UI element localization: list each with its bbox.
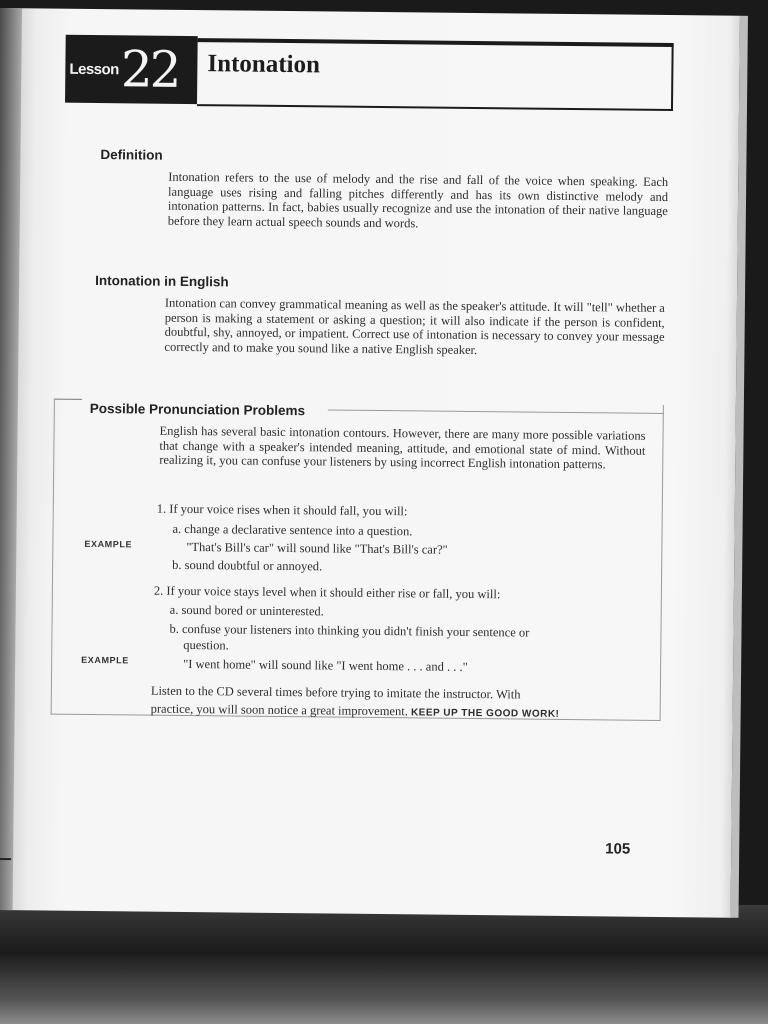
page-number: 105 — [605, 840, 631, 858]
lesson-number: 22 — [120, 40, 179, 99]
example-1-text: "That's Bill's car" will sound like "That's Bill's car?" — [186, 539, 448, 557]
example-label-2: EXAMPLE — [81, 654, 129, 666]
lesson-label: Lesson — [69, 60, 119, 78]
example-label-1: EXAMPLE — [84, 538, 133, 550]
left-margin-rule — [0, 858, 11, 860]
example-2-text: "I went home" will sound like "I went home . . . and . . ." — [183, 656, 468, 674]
lesson-badge — [65, 35, 198, 104]
book-bottom-shadow — [0, 905, 768, 1024]
lesson-title: Intonation — [207, 50, 321, 79]
title-box — [197, 40, 674, 111]
problem-item-2: 2. If your voice stays level when it should either rise or fall, you will: — [153, 583, 501, 602]
page-content — [0, 8, 740, 918]
intonation-english-heading: Intonation in English — [95, 273, 229, 290]
problem-item-2a: a. sound bored or uninterested. — [169, 602, 324, 619]
definition-heading: Definition — [100, 147, 163, 163]
problem-item-1: 1. If your voice rises when it should fall, you will: — [156, 501, 408, 519]
problems-intro: English has several basic intonation contours. However, there are many more possible variations that change with a speaker's intended meaning, attitude, and emotional state of mind. Without realizing it, you can confuse your listeners by using incorrect English intonation patterns. — [159, 423, 646, 472]
closing-line-2 — [151, 702, 560, 721]
closing-emphasis: KEEP UP THE GOOD WORK! — [410, 707, 560, 720]
problem-item-2b-line2: question. — [183, 637, 229, 653]
closing-line-1: Listen to the CD several times before trying to imitate the instructor. With — [150, 683, 521, 702]
intonation-english-text: Intonation can convey grammatical meaning as well as the speaker's attitude. It will "tell" whether a person is making a statement or asking a question; it will also indicate if the person is confident, doubtful, shy, annoyed, or impatient. Correct use of intonation is necessary to convey your message correctly and to make you sound like a native English speaker. — [164, 295, 665, 357]
book-page — [0, 8, 740, 918]
problems-heading: Possible Pronunciation Problems — [89, 400, 306, 419]
problem-item-2b-line1: b. confuse your listeners into thinking you didn't finish your sentence or — [169, 621, 530, 640]
problem-item-1a: a. change a declarative sentence into a question. — [172, 521, 413, 539]
definition-text: Intonation refers to the use of melody and the rise and fall of the voice when speaking. Each language uses rising and falling pitches differently and has its own distinctive melody and intonation patterns. In fact, babies usually recognize and use the intonation of their native language before they learn actual speech sounds and words. — [167, 169, 669, 231]
closing-line-2-text: practice, you will soon notice a great improvement. — [150, 701, 408, 719]
problem-item-1b: b. sound doubtful or annoyed. — [172, 557, 323, 574]
